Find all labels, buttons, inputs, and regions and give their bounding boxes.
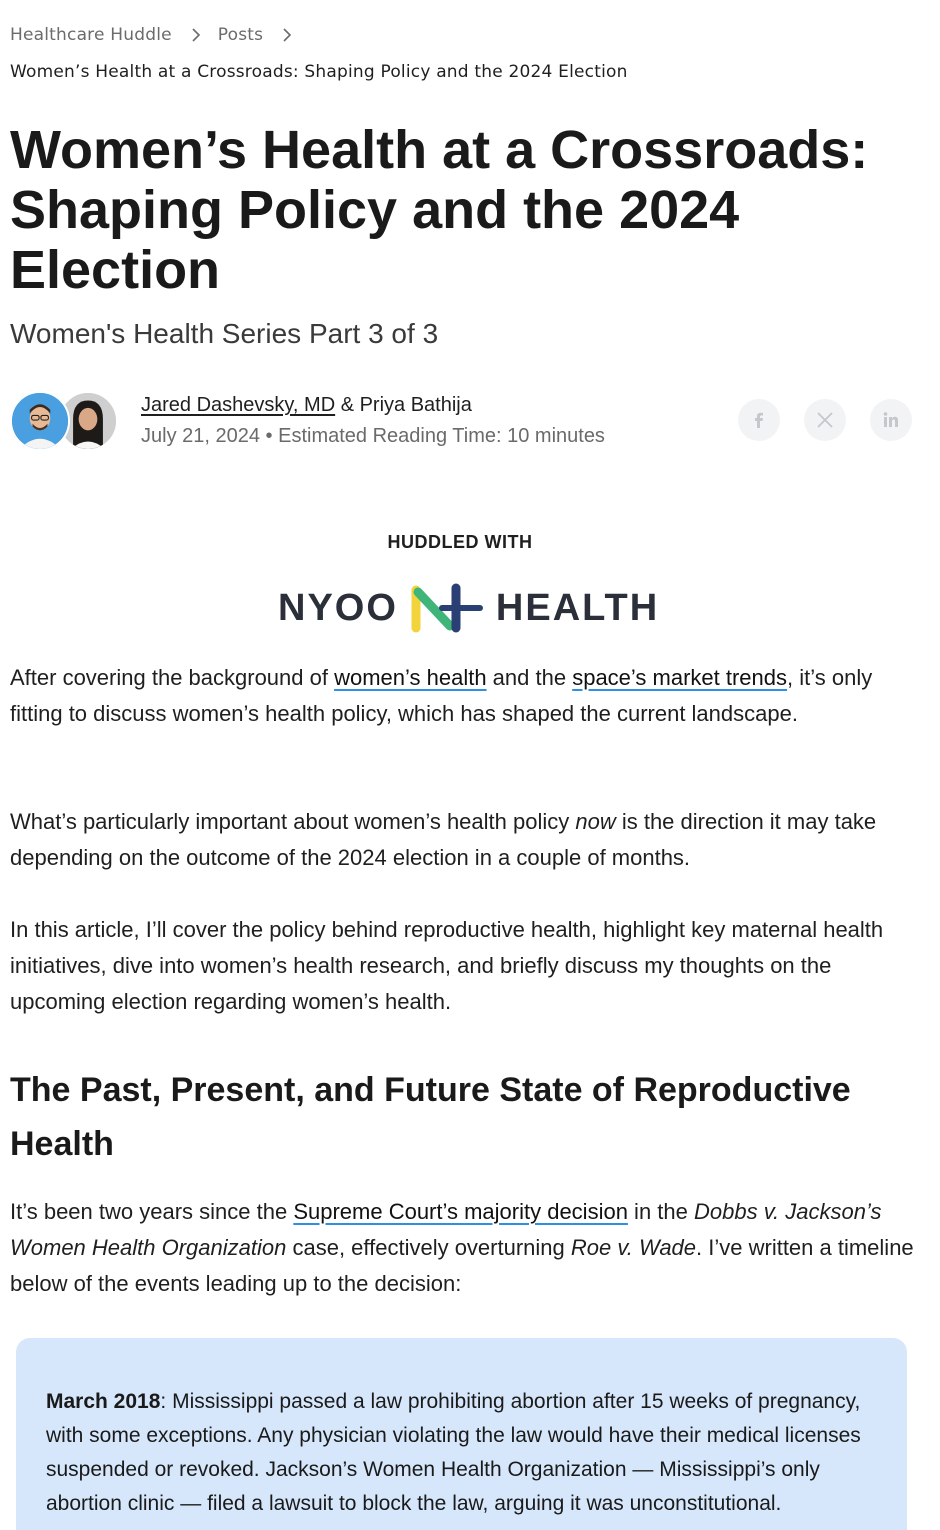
meta-separator: • — [259, 425, 279, 447]
timeline-date: March 2018 — [46, 1390, 161, 1413]
byline — [141, 394, 472, 417]
breadcrumb-current: Women’s Health at a Crossroads: Shaping Policy and the 2024 Election — [10, 62, 628, 82]
intro-paragraph-2 — [10, 804, 915, 876]
sponsor-logo-right: HEALTH — [495, 586, 660, 629]
timeline-callout — [16, 1338, 907, 1530]
author-name: Priya Bathija — [359, 394, 472, 416]
sponsor-label: HUDDLED WITH — [387, 532, 533, 552]
chevron-right-icon — [188, 27, 204, 43]
text-span: What’s particularly important about women’s health policy — [10, 809, 576, 834]
text-span: is the direction it may take depending on the outcome of the 2024 election in a couple of months. — [10, 809, 877, 870]
page-title: Women’s Health at a Crossroads: Shaping Policy and the 2024 Election — [10, 120, 869, 300]
linkedin-icon — [881, 410, 901, 430]
avatar[interactable] — [10, 391, 70, 451]
text-span: , it’s only fitting to discuss women’s health policy, which has shaped the current landscape. — [10, 665, 873, 726]
breadcrumb-site-link[interactable]: Healthcare Huddle — [10, 25, 172, 45]
supreme-court-decision-link[interactable]: Supreme Court’s majority decision — [293, 1199, 628, 1224]
nyoo-health-logo-icon — [410, 582, 486, 634]
share-x-button[interactable] — [804, 399, 846, 441]
emphasis-text: Dobbs v. Jackson’s Women Health Organization — [10, 1199, 882, 1260]
timeline-entry — [46, 1385, 886, 1521]
x-icon — [815, 410, 835, 430]
breadcrumb-posts-link[interactable]: Posts — [217, 25, 264, 45]
share-facebook-button[interactable] — [738, 399, 780, 441]
emphasis-text: Roe v. Wade — [570, 1235, 697, 1260]
timeline-text: : Mississippi passed a law prohibiting abortion after 15 weeks of pregnancy, with some exceptions. Any physician violating the law would have their medical licenses suspended or revoked. Jackson’s Women Health Organization — Mississippi’s only abortion clinic — filed a lawsuit to block the law, arguing it was unconstitutional. — [46, 1390, 861, 1515]
text-span: case, effectively overturning — [286, 1235, 571, 1260]
text-span: and the — [486, 665, 573, 690]
author-joiner: & — [335, 394, 360, 416]
intro-paragraph-1 — [10, 660, 915, 732]
breadcrumb — [10, 25, 309, 45]
chevron-right-icon — [279, 27, 295, 43]
womens-health-link[interactable]: women’s health — [334, 665, 487, 690]
text-span: . I’ve written a timeline below of the events leading up to the decision: — [10, 1235, 914, 1296]
share-linkedin-button[interactable] — [870, 399, 912, 441]
page-subtitle: Women's Health Series Part 3 of 3 — [10, 318, 439, 349]
facebook-icon — [749, 410, 769, 430]
section-paragraph — [10, 1194, 915, 1302]
reading-time: Estimated Reading Time: 10 minutes — [278, 425, 605, 447]
section-heading: The Past, Present, and Future State of Reproductive Health — [10, 1071, 851, 1163]
intro-paragraph-3: In this article, I’ll cover the policy behind reproductive health, highlight key maternal health initiatives, dive into women’s health research, and briefly discuss my thoughts on the upcoming election regarding women’s health. — [10, 917, 884, 1014]
emphasis-text: now — [575, 809, 616, 834]
author-avatars — [10, 391, 120, 451]
sponsor-logo-left: NYOO — [278, 586, 398, 629]
article-meta — [141, 425, 605, 448]
author-link[interactable]: Jared Dashevsky, MD — [141, 394, 336, 416]
text-span: After covering the background of — [10, 665, 335, 690]
author-photo-icon — [12, 393, 68, 449]
text-span: in the — [627, 1199, 694, 1224]
sponsor-logo[interactable] — [278, 582, 659, 634]
market-trends-link[interactable]: space’s market trends — [572, 665, 788, 690]
text-span: It’s been two years since the — [10, 1199, 294, 1224]
publish-date: July 21, 2024 — [141, 425, 260, 447]
